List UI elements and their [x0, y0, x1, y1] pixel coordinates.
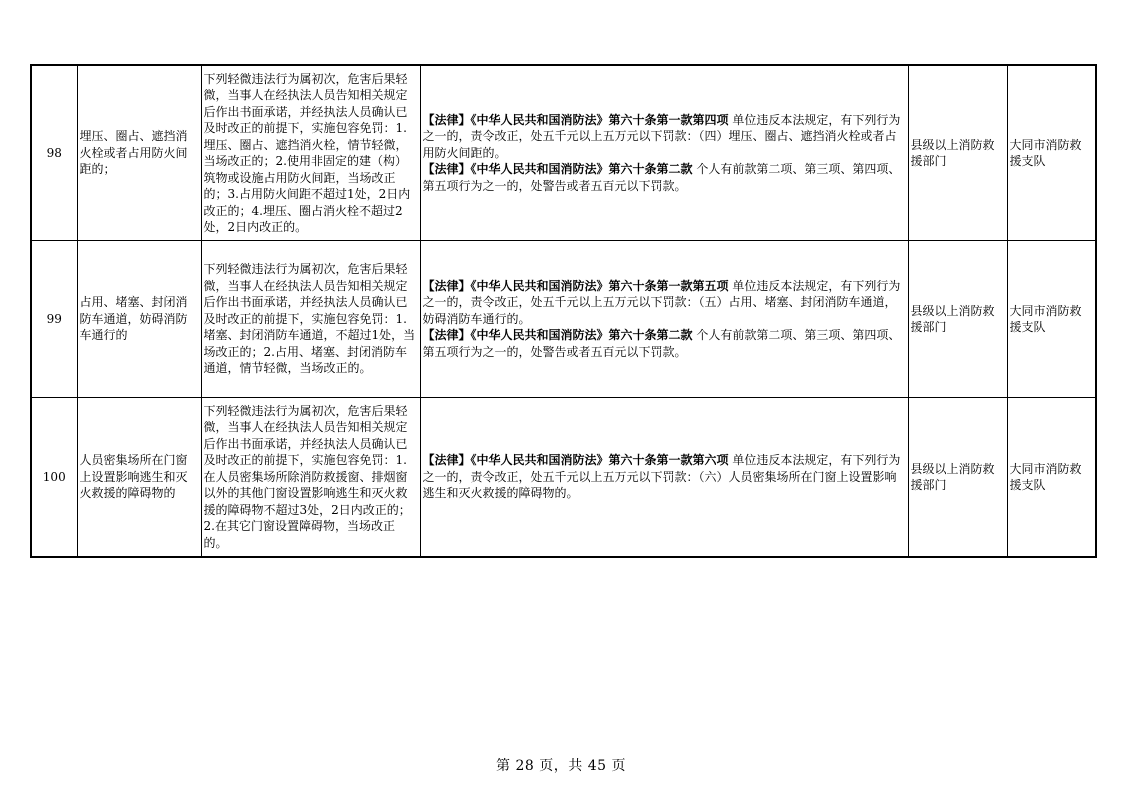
table-row: [31, 398, 1096, 558]
row-number: 99: [31, 241, 77, 398]
legal-basis: [420, 65, 908, 241]
legal-basis-item: [423, 327, 906, 360]
enforcement-authority: 县级以上消防救援部门: [908, 65, 1007, 241]
legal-basis-text: 个人有前款第二项、第三项、第四项、第五项行为之一的，处警告或者五百元以下罚款。: [422, 328, 901, 359]
exemption-conditions: 下列轻微违法行为属初次，危害后果轻微，当事人在经执法人员告知相关规定后作出书面承诺，并经执法人员确认已及时改正的前提下，实施包容免罚：1.堵塞、封闭消防车通道，不超过1处，当场改正的；2.占用、堵塞、封闭消防车通道，情节轻微，当场改正的。: [201, 241, 420, 398]
legal-basis-item: [423, 278, 906, 328]
violation-behavior: 人员密集场所在门窗上设置影响逃生和灭火救援的障碍物的: [77, 398, 201, 558]
violation-behavior: 埋压、圈占、遮挡消火栓或者占用防火间距的；: [77, 65, 201, 241]
legal-basis-item: [423, 112, 906, 162]
enforcement-authority: 县级以上消防救援部门: [908, 241, 1007, 398]
implementing-unit: 大同市消防救援支队: [1007, 398, 1096, 558]
legal-basis-text: 单位违反本法规定，有下列行为之一的，责令改正，处五千元以上五万元以下罚款：（五）占用、堵塞、封闭消防车通道，妨碍消防车通行的。: [422, 278, 901, 326]
legal-basis-title: 【法律】《中华人民共和国消防法》第六十条第一款第六项: [422, 453, 729, 468]
table-row: [31, 65, 1096, 241]
legal-basis: [420, 398, 908, 558]
implementing-unit: 大同市消防救援支队: [1007, 241, 1096, 398]
legal-basis-title: 【法律】《中华人民共和国消防法》第六十条第一款第四项: [422, 112, 729, 127]
row-number: 98: [31, 65, 77, 241]
legal-basis-title: 【法律】《中华人民共和国消防法》第六十条第二款: [422, 328, 693, 343]
penalty-exemption-table: [30, 64, 1097, 558]
legal-basis-item: [423, 161, 906, 194]
row-number: 100: [31, 398, 77, 558]
exemption-conditions: 下列轻微违法行为属初次，危害后果轻微，当事人在经执法人员告知相关规定后作出书面承诺，并经执法人员确认已及时改正的前提下，实施包容免罚：1.在人员密集场所除消防救援窗、排烟窗以外的其他门窗设置影响逃生和灭火救援的障碍物不超过3处，2日内改正的；2.在其它门窗设置障碍物，当场改正的。: [201, 398, 420, 558]
legal-basis-text: 个人有前款第二项、第三项、第四项、第五项行为之一的，处警告或者五百元以下罚款。: [422, 162, 901, 193]
enforcement-authority: 县级以上消防救援部门: [908, 398, 1007, 558]
implementing-unit: 大同市消防救援支队: [1007, 65, 1096, 241]
legal-basis-item: [423, 452, 906, 502]
violation-behavior: 占用、堵塞、封闭消防车通道，妨碍消防车通行的: [77, 241, 201, 398]
legal-basis-text: 单位违反本法规定，有下列行为之一的，责令改正，处五千元以上五万元以下罚款：（六）人员密集场所在门窗上设置影响逃生和灭火救援的障碍物的。: [422, 453, 901, 501]
legal-basis-title: 【法律】《中华人民共和国消防法》第六十条第一款第五项: [422, 278, 729, 293]
exemption-conditions: 下列轻微违法行为属初次，危害后果轻微，当事人在经执法人员告知相关规定后作出书面承诺，并经执法人员确认已及时改正的前提下，实施包容免罚：1.埋压、圈占、遮挡消火栓，情节轻微，当场改正的；2.使用非固定的建（构）筑物或设施占用防火间距，当场改正的；3.占用防火间距不超过1处，2日内改正的；4.埋压、圈占消火栓不超过2处，2日内改正的。: [201, 65, 420, 241]
page-number-footer: 第 28 页，共 45 页: [496, 758, 626, 774]
legal-basis: [420, 241, 908, 398]
table-row: [31, 241, 1096, 398]
legal-basis-title: 【法律】《中华人民共和国消防法》第六十条第二款: [422, 162, 693, 177]
legal-basis-text: 单位违反本法规定，有下列行为之一的，责令改正，处五千元以上五万元以下罚款：（四）埋压、圈占、遮挡消火栓或者占用防火间距的。: [422, 112, 901, 160]
